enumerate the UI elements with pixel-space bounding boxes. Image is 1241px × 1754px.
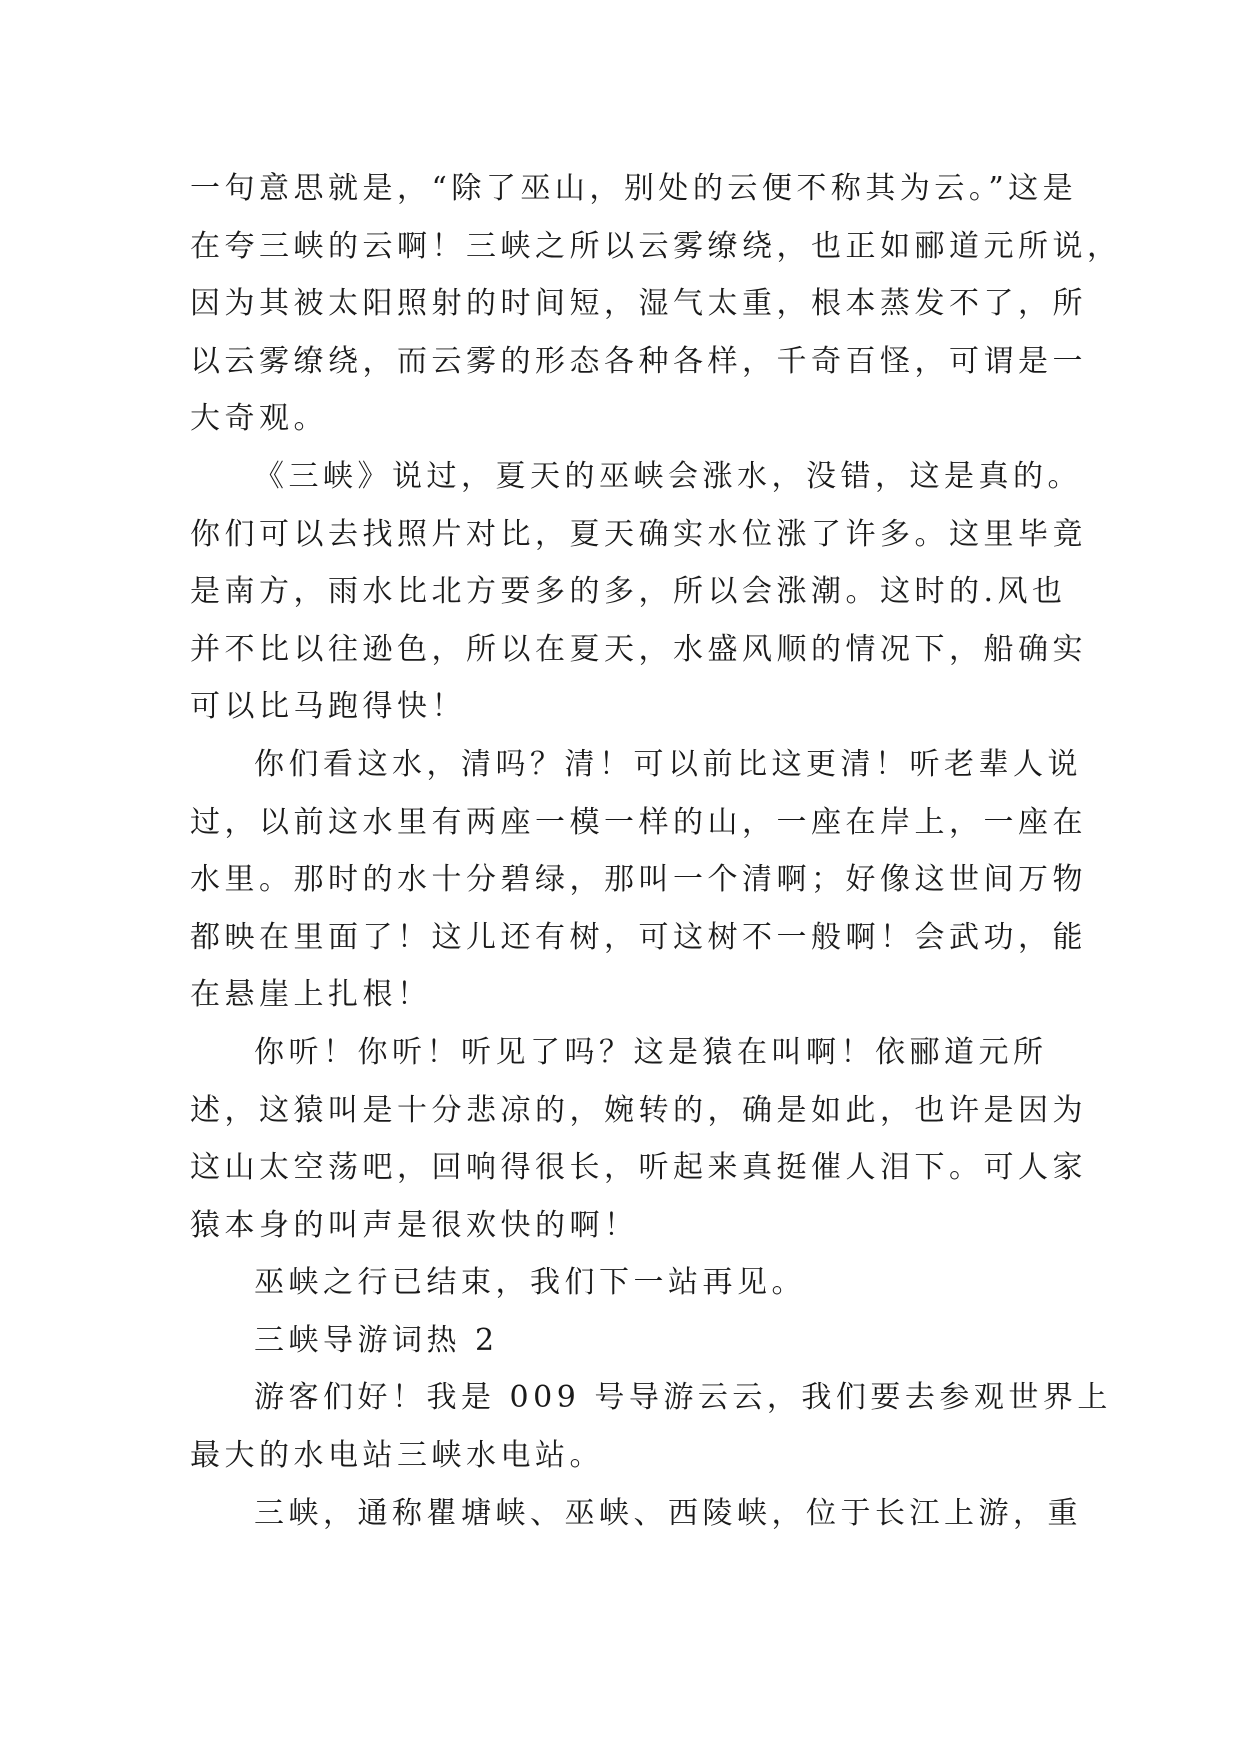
text-line: 以云雾缭绕，而云雾的形态各种各样，千奇百怪，可谓是一	[190, 343, 1087, 379]
paragraph-start-line: 三峡，通称瞿塘峡、巫峡、西陵峡，位于长江上游，重	[254, 1495, 1082, 1531]
paragraph-start-line: 游客们好！我是 009 号导游云云，我们要去参观世界上	[254, 1380, 1112, 1416]
text-line: 并不比以往逊色，所以在夏天，水盛风顺的情况下，船确实	[190, 631, 1087, 667]
text-line: 大奇观。	[190, 401, 328, 437]
text-line: 猿本身的叫声是很欢快的啊！	[190, 1207, 639, 1243]
text-line: 因为其被太阳照射的时间短，湿气太重，根本蒸发不了，所	[190, 286, 1087, 322]
section-heading: 三峡导游词热 2	[254, 1322, 499, 1358]
text-line: 在夸三峡的云啊！三峡之所以云雾缭绕，也正如郦道元所说，	[190, 228, 1122, 264]
text-line: 你们可以去找照片对比，夏天确实水位涨了许多。这里毕竟	[190, 516, 1087, 552]
text-line: 过，以前这水里有两座一模一样的山，一座在岸上，一座在	[190, 804, 1087, 840]
text-line: 可以比马跑得快！	[190, 689, 466, 725]
text-line: 在悬崖上扎根！	[190, 977, 432, 1013]
paragraph-start-line: 巫峡之行已结束，我们下一站再见。	[254, 1265, 806, 1301]
document-body	[190, 160, 1122, 1542]
paragraph-start-line: 你听！你听！听见了吗？这是猿在叫啊！依郦道元所	[254, 1034, 1048, 1070]
text-line: 是南方，雨水比北方要多的多，所以会涨潮。这时的.风也	[190, 574, 1067, 610]
text-line: 一句意思就是，“除了巫山，别处的云便不称其为云。”这是	[190, 171, 1078, 206]
text-line: 述，这猿叫是十分悲凉的，婉转的，确是如此，也许是因为	[190, 1092, 1087, 1128]
paragraph-start-line: 你们看这水，清吗？清！可以前比这更清！听老辈人说	[254, 746, 1082, 782]
text-line: 这山太空荡吧，回响得很长，听起来真挺催人泪下。可人家	[190, 1150, 1087, 1186]
text-line: 水里。那时的水十分碧绿，那叫一个清啊；好像这世间万物	[190, 862, 1087, 898]
paragraph-start-line: 《三峡》说过，夏天的巫峡会涨水，没错，这是真的。	[254, 458, 1082, 494]
text-line: 都映在里面了！这儿还有树，可这树不一般啊！会武功，能	[190, 919, 1087, 955]
text-line: 最大的水电站三峡水电站。	[190, 1438, 604, 1474]
